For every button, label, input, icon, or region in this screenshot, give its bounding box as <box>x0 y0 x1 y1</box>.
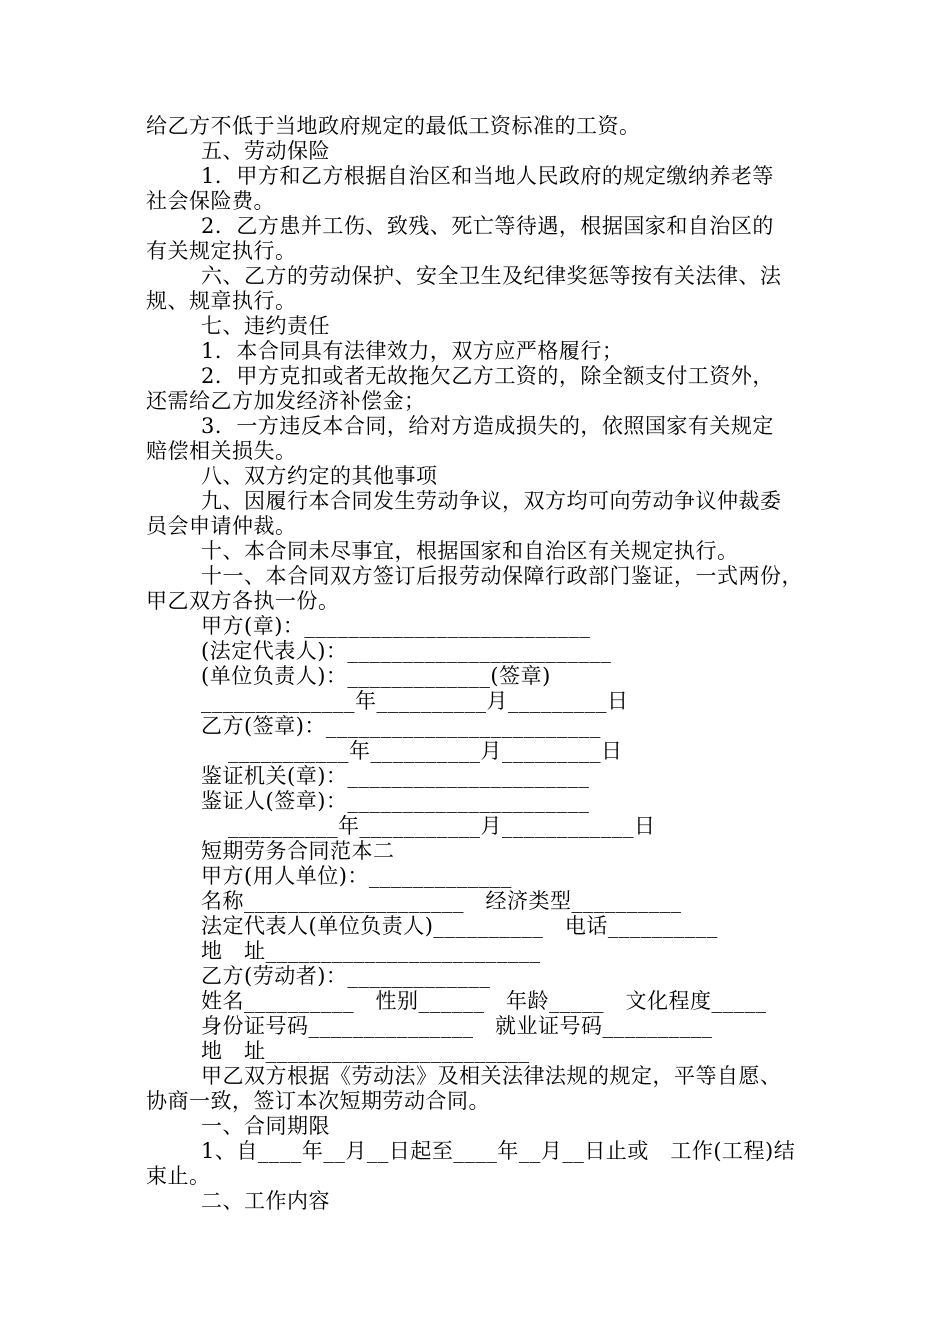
doc-line: 十、本合同未尽事宜，根据国家和自治区有关规定执行。 <box>201 539 739 563</box>
doc-line: 十一、本合同双方签订后报劳动保障行政部门鉴证，一式两份， <box>201 564 803 588</box>
section-heading-other: 八、双方约定的其他事项 <box>201 464 438 488</box>
section-heading-term: 一、合同期限 <box>201 1114 330 1138</box>
doc-line: 2．甲方克扣或者无故拖欠乙方工资的，除全额支付工资外， <box>201 364 774 388</box>
doc-line: 还需给乙方加发经济补偿金； <box>146 389 426 413</box>
doc-line: 甲乙双方根据《劳动法》及相关法律法规的规定，平等自愿、 <box>201 1064 782 1088</box>
signature-date-line: ______________年__________月_________日 <box>201 689 629 713</box>
doc-line: 员会申请仲裁。 <box>146 514 297 538</box>
doc-line: 给乙方不低于当地政府规定的最低工资标准的工资。 <box>146 114 641 138</box>
field-party-b-worker: 乙方(劳动者)：_____________ <box>201 964 491 988</box>
signature-date-line: ___________年__________月_________日 <box>228 739 623 763</box>
signature-attestation-person: 鉴证人(签章)：______________________ <box>201 789 590 813</box>
signature-party-b-seal: 乙方(签章)：_________________________ <box>201 714 601 738</box>
section-heading-insurance: 五、劳动保险 <box>201 139 330 163</box>
doc-line: 1、自____年__月__日起至____年__月__日止或 工作(工程)结 <box>201 1139 796 1163</box>
doc-line: 1．甲方和乙方根据自治区和当地人民政府的规定缴纳养老等 <box>201 164 774 188</box>
field-name-sex-age-education: 姓名__________ 性别______ 年龄_____ 文化程度_____ <box>201 989 767 1013</box>
signature-legal-representative: (法定代表人)：________________________ <box>201 639 612 663</box>
doc-line: 3．一方违反本合同，给对方造成损失的，依照国家有关规定 <box>201 414 774 438</box>
doc-line: 束止。 <box>146 1164 211 1188</box>
doc-line: 六、乙方的劳动保护、安全卫生及纪律奖惩等按有关法律、法 <box>201 264 782 288</box>
field-address-a: 地 址_________________________ <box>201 939 541 963</box>
doc-line: 有关规定执行。 <box>146 239 297 263</box>
doc-line: 九、因履行本合同发生劳动争议，双方均可向劳动争议仲裁委 <box>201 489 782 513</box>
doc-line: 甲乙双方各执一份。 <box>146 589 340 613</box>
section-heading-liability: 七、违约责任 <box>201 314 330 338</box>
contract-subtitle: 短期劳务合同范本二 <box>201 839 395 863</box>
field-name-economic-type: 名称____________________ 经济类型__________ <box>201 889 682 913</box>
field-party-a-employer: 甲方(用人单位)：_____________ <box>201 864 512 888</box>
doc-line: 赔偿相关损失。 <box>146 439 297 463</box>
field-address-b: 地 址________________________ <box>201 1039 530 1063</box>
signature-attestation-org: 鉴证机关(章)：______________________ <box>201 764 590 788</box>
doc-line: 2．乙方患并工伤、致残、死亡等待遇，根据国家和自治区的 <box>201 214 774 238</box>
doc-line: 1．本合同具有法律效力，双方应严格履行； <box>201 339 624 363</box>
section-heading-work-content: 二、工作内容 <box>201 1189 330 1213</box>
contract-document <box>146 114 836 1214</box>
doc-line: 规、规章执行。 <box>146 289 297 313</box>
field-legal-rep-phone: 法定代表人(单位负责人)__________ 电话__________ <box>201 914 718 938</box>
signature-unit-responsible: (单位负责人)：_____________(签章) <box>201 664 551 688</box>
signature-date-line: __________年___________月____________日 <box>228 814 656 838</box>
signature-party-a-seal: 甲方(章)：__________________________ <box>201 614 591 638</box>
doc-line: 协商一致，签订本次短期劳动合同。 <box>146 1089 490 1113</box>
field-id-number-employment-number: 身份证号码_______________ 就业证号码__________ <box>201 1014 713 1038</box>
doc-line: 社会保险费。 <box>146 189 275 213</box>
